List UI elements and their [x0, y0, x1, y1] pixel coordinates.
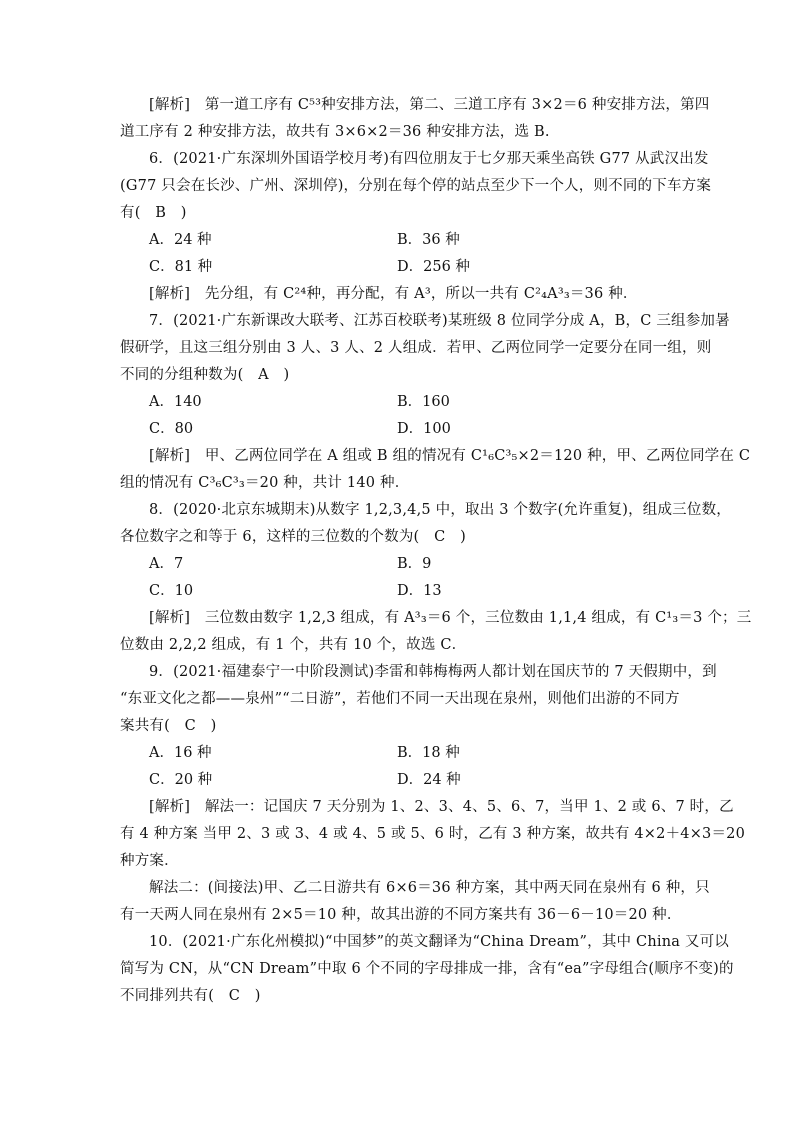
text-line: 种方案． [120, 853, 179, 869]
text-line: 有( B ) [120, 205, 187, 221]
text-line: “东亚文化之都——泉州”“二日游”，若他们不同一天出现在泉州，则他们出游的不同方 [120, 691, 680, 707]
text-line: 有一天两人同在泉州有 2×5＝10 种，故其出游的不同方案共有 36－6－10＝20 种． [120, 907, 682, 923]
option-b: B．9 [397, 556, 432, 572]
text-line: 假研学，且这三组分别由 3 人、3 人、2 人组成．若甲、乙两位同学一定要分在同一组，则 [120, 340, 712, 356]
analysis-line: [解析] 甲、乙两位同学在 A 组或 B 组的情况有 C¹₆C³₅×2＝120 种，甲、乙两位同学在 C [149, 448, 751, 464]
question-8-stem: 8．(2020·北京东城期末)从数字 1,2,3,4,5 中，取出 3 个数字(允许重复)，组成三位数， [149, 502, 731, 518]
option-c: C．20 种 [149, 772, 213, 788]
text-line: 不同的分组种数为( A ) [120, 367, 290, 383]
question-10-stem: 10．(2021·广东化州模拟)“中国梦”的英文翻译为“China Dream”，其中 China 又可以 [149, 934, 729, 950]
option-a: A．16 种 [149, 745, 212, 761]
text-line: 不同排列共有( C ) [120, 988, 261, 1004]
options-row [120, 227, 680, 254]
text-line: (G77 只会在长沙、广州、深圳停)，分别在每个停的站点至少下一个人，则不同的下车方案 [120, 178, 712, 194]
text-line: 案共有( C ) [120, 718, 217, 734]
option-d: D．24 种 [397, 772, 461, 788]
options-row [120, 416, 680, 443]
text-line: 简写为 CN，从“CN Dream”中取 6 个不同的字母排成一排，含有“ea”字母组合(顺序不变)的 [120, 961, 734, 977]
option-a: A．24 种 [149, 232, 212, 248]
text-line: 有 4 种方案 当甲 2、3 或 3、4 或 4、5 或 5、6 时，乙有 3 种方案，故共有 4×2＋4×3＝20 [120, 826, 746, 842]
text-line: 组的情况有 C³₆C³₃＝20 种，共计 140 种． [120, 475, 410, 491]
question-9-stem: 9．(2021·福建泰宁一中阶段测试)李雷和韩梅梅两人都计划在国庆节的 7 天假期中，到 [149, 664, 717, 680]
analysis-line: [解析] 解法一：记国庆 7 天分别为 1、2、3、4、5、6、7，当甲 1、2 或 6、7 时，乙 [149, 799, 734, 815]
option-d: D．256 种 [397, 259, 470, 275]
option-b: B．18 种 [397, 745, 460, 761]
options-row [120, 578, 680, 605]
text-line: 位数由 2,2,2 组成，有 1 个，共有 10 个，故选 C． [120, 637, 467, 653]
options-row [120, 551, 680, 578]
analysis-line: [解析] 先分组，有 C²⁴种，再分配，有 A³，所以一共有 C²₄A³₃＝36 种． [149, 286, 638, 302]
analysis-line: 解法二：(间接法)甲、乙二日游共有 6×6＝36 种方案，其中两天同在泉州有 6 种，只 [149, 880, 710, 896]
option-a: A．7 [149, 556, 184, 572]
question-6-stem: 6．(2021·广东深圳外国语学校月考)有四位朋友于七夕那天乘坐高铁 G77 从武汉出发 [149, 151, 709, 167]
text-line: 各位数字之和等于 6，这样的三位数的个数为( C ) [120, 529, 466, 545]
option-c: C．81 种 [149, 259, 213, 275]
analysis-line: [解析] 第一道工序有 C⁵³种安排方法，第二、三道工序有 3×2＝6 种安排方法，第四 [149, 97, 710, 113]
option-b: B．36 种 [397, 232, 460, 248]
option-a: A．140 [149, 394, 202, 410]
options-row [120, 254, 680, 281]
option-c: C．10 [149, 583, 194, 599]
option-d: D．13 [397, 583, 442, 599]
document-body [120, 92, 752, 1010]
option-c: C．80 [149, 421, 194, 437]
options-row [120, 389, 680, 416]
analysis-line: [解析] 三位数由数字 1,2,3 组成，有 A³₃＝6 个，三位数由 1,1,4 组成，有 C¹₃＝3 个；三 [149, 610, 752, 626]
question-7-stem: 7．(2021·广东新课改大联考、江苏百校联考)某班级 8 位同学分成 A，B，C 三组参加暑 [149, 313, 730, 329]
option-b: B．160 [397, 394, 450, 410]
option-d: D．100 [397, 421, 451, 437]
options-row [120, 740, 680, 767]
options-row [120, 767, 680, 794]
text-line: 道工序有 2 种安排方法，故共有 3×6×2＝36 种安排方法，选 B. [120, 124, 550, 140]
